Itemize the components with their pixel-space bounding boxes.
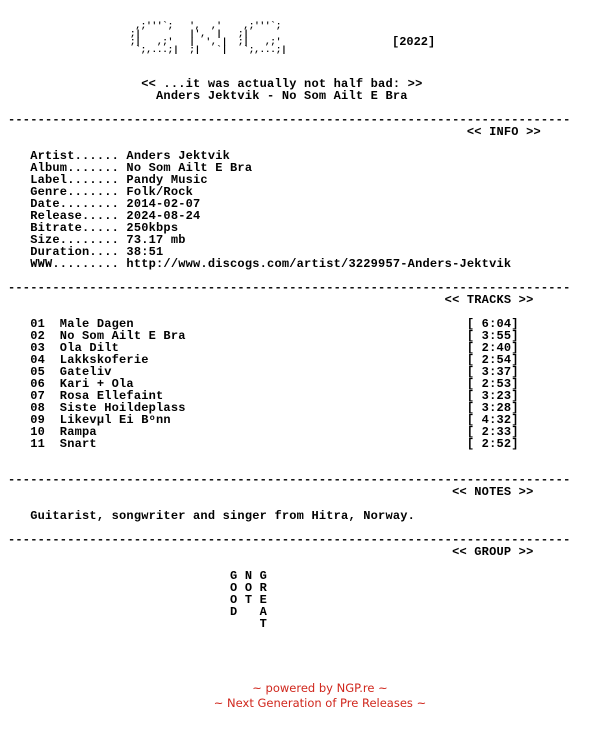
- track-row: 10 Rampa [ 2:33]: [8, 425, 519, 439]
- info-heading: << INFO >>: [8, 125, 541, 139]
- track-row: 06 Kari + Ola [ 2:53]: [8, 377, 519, 391]
- track-row: 09 Likevµl Ei Bᵒnn [ 4:32]: [8, 413, 519, 427]
- group-acrostic-row: O T E: [8, 593, 268, 607]
- ascii-logo-gng: ,;'''`; ', ,' ,;'''`; ;| |', | ;| ;| ,;' | ', | ;| ,;' `;,...;| ;| `| `;,...;|: [130, 21, 287, 55]
- divider: ----------------------------------------------------------------------------: [8, 473, 571, 487]
- info-field: WWW......... http://www.discogs.com/artist/3229957-Anders-Jektvik: [8, 257, 512, 271]
- divider: ----------------------------------------------------------------------------: [8, 113, 571, 127]
- info-field: Label....... Pandy Music: [8, 173, 208, 187]
- track-row: 11 Snart [ 2:52]: [8, 437, 519, 451]
- track-row: 04 Lakkskoferie [ 2:54]: [8, 353, 519, 367]
- group-heading: << GROUP >>: [8, 545, 534, 559]
- group-acrostic-row: T: [8, 617, 268, 631]
- tracks-heading: << TRACKS >>: [8, 293, 534, 307]
- info-field: Artist...... Anders Jektvik: [8, 149, 231, 163]
- track-row: 07 Rosa Ellefaint [ 3:23]: [8, 389, 519, 403]
- tagline: << ...it was actually not half bad: >>: [8, 77, 423, 91]
- group-acrostic-row: D A: [8, 605, 268, 619]
- release-title: Anders Jektvik - No Som Ailt E Bra: [8, 89, 408, 103]
- info-field: Date........ 2014-02-07: [8, 197, 201, 211]
- nfo-body: [8, 18, 571, 630]
- footer-powered-by: ~ powered by NGP.re ~: [252, 681, 388, 695]
- divider: ----------------------------------------------------------------------------: [8, 533, 571, 547]
- info-field: Bitrate..... 250kbps: [8, 221, 179, 235]
- group-acrostic-row: O O R: [8, 581, 268, 595]
- info-field: Release..... 2024-08-24: [8, 209, 201, 223]
- divider: ----------------------------------------------------------------------------: [8, 281, 571, 295]
- notes-heading: << NOTES >>: [8, 485, 534, 499]
- group-acrostic-row: G N G: [8, 569, 268, 583]
- track-row: 01 Male Dagen [ 6:04]: [8, 317, 519, 331]
- track-row: 02 No Som Ailt E Bra [ 3:55]: [8, 329, 519, 343]
- info-field: Album....... No Som Ailt E Bra: [8, 161, 253, 175]
- track-row: 08 Siste Hoildeplass [ 3:28]: [8, 401, 519, 415]
- release-year: [2022]: [392, 35, 436, 49]
- track-row: 03 Ola Dilt [ 2:40]: [8, 341, 519, 355]
- info-field: Size........ 73.17 mb: [8, 233, 186, 247]
- notes-text: Guitarist, songwriter and singer from Hitra, Norway.: [8, 509, 416, 523]
- track-row: 05 Gateliv [ 3:37]: [8, 365, 519, 379]
- info-field: Duration.... 38:51: [8, 245, 164, 259]
- footer-tagline: ~ Next Generation of Pre Releases ~: [213, 696, 427, 710]
- info-field: Genre....... Folk/Rock: [8, 185, 194, 199]
